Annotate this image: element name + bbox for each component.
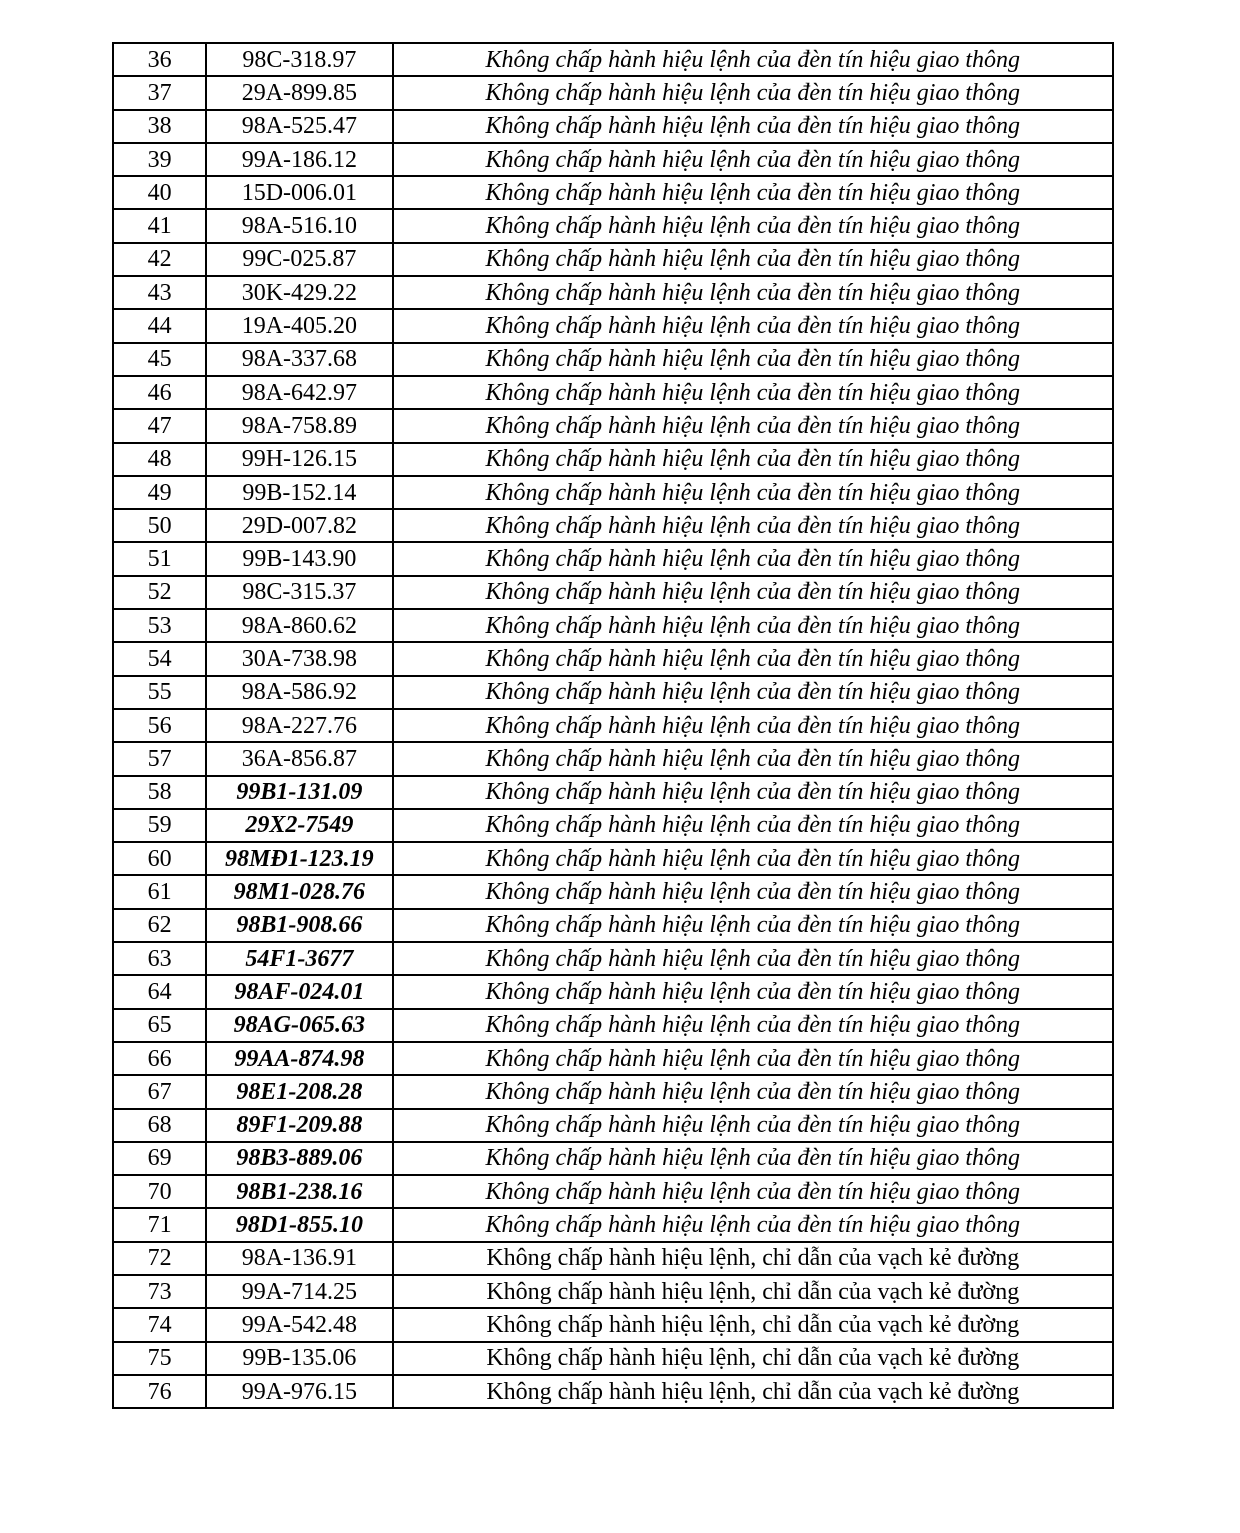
table-row [113,176,1113,209]
license-plate-cell: 36A-856.87 [206,742,392,775]
violation-cell: Không chấp hành hiệu lệnh của đèn tín hiệu giao thông [393,476,1113,509]
license-plate-cell: 99A-714.25 [206,1275,392,1308]
table-row [113,276,1113,309]
violation-cell: Không chấp hành hiệu lệnh, chỉ dẫn của vạch kẻ đường [393,1342,1113,1375]
violation-cell: Không chấp hành hiệu lệnh của đèn tín hiệu giao thông [393,1042,1113,1075]
table-row [113,43,1113,76]
row-number-cell: 51 [113,542,206,575]
table-row [113,1375,1113,1408]
license-plate-cell: 54F1-3677 [206,942,392,975]
row-number-cell: 44 [113,309,206,342]
license-plate-cell: 98MĐ1-123.19 [206,842,392,875]
table-row [113,609,1113,642]
license-plate-cell: 98B1-908.66 [206,909,392,942]
table-row [113,1109,1113,1142]
license-plate-cell: 15D-006.01 [206,176,392,209]
table-row [113,676,1113,709]
violation-cell: Không chấp hành hiệu lệnh của đèn tín hiệu giao thông [393,243,1113,276]
table-row [113,842,1113,875]
violation-cell: Không chấp hành hiệu lệnh của đèn tín hiệu giao thông [393,43,1113,76]
violation-cell: Không chấp hành hiệu lệnh, chỉ dẫn của vạch kẻ đường [393,1308,1113,1341]
row-number-cell: 46 [113,376,206,409]
violation-cell: Không chấp hành hiệu lệnh của đèn tín hiệu giao thông [393,576,1113,609]
license-plate-cell: 99B-152.14 [206,476,392,509]
row-number-cell: 76 [113,1375,206,1408]
violation-cell: Không chấp hành hiệu lệnh của đèn tín hiệu giao thông [393,609,1113,642]
license-plate-cell: 98B1-238.16 [206,1175,392,1208]
violation-cell: Không chấp hành hiệu lệnh của đèn tín hiệu giao thông [393,143,1113,176]
violation-cell: Không chấp hành hiệu lệnh của đèn tín hiệu giao thông [393,542,1113,575]
license-plate-cell: 29X2-7549 [206,809,392,842]
license-plate-cell: 99B1-131.09 [206,776,392,809]
license-plate-cell: 99A-186.12 [206,143,392,176]
row-number-cell: 49 [113,476,206,509]
table-row [113,1009,1113,1042]
table-row [113,1342,1113,1375]
table-row [113,509,1113,542]
license-plate-cell: 98A-525.47 [206,110,392,143]
license-plate-cell: 29D-007.82 [206,509,392,542]
violation-cell: Không chấp hành hiệu lệnh của đèn tín hiệu giao thông [393,409,1113,442]
violations-table [112,42,1114,1409]
table-row [113,1308,1113,1341]
violation-cell: Không chấp hành hiệu lệnh của đèn tín hiệu giao thông [393,709,1113,742]
table-row [113,76,1113,109]
table-row [113,1042,1113,1075]
row-number-cell: 50 [113,509,206,542]
license-plate-cell: 99C-025.87 [206,243,392,276]
table-row [113,476,1113,509]
row-number-cell: 38 [113,110,206,143]
license-plate-cell: 98A-758.89 [206,409,392,442]
violation-cell: Không chấp hành hiệu lệnh của đèn tín hiệu giao thông [393,742,1113,775]
table-row [113,309,1113,342]
row-number-cell: 42 [113,243,206,276]
table-row [113,376,1113,409]
row-number-cell: 54 [113,642,206,675]
table-row [113,909,1113,942]
license-plate-cell: 98D1-855.10 [206,1208,392,1241]
table-row [113,542,1113,575]
license-plate-cell: 99B-143.90 [206,542,392,575]
row-number-cell: 66 [113,1042,206,1075]
row-number-cell: 47 [113,409,206,442]
violation-cell: Không chấp hành hiệu lệnh của đèn tín hiệu giao thông [393,209,1113,242]
violations-table-body [113,43,1113,1408]
row-number-cell: 58 [113,776,206,809]
license-plate-cell: 98M1-028.76 [206,875,392,908]
table-row [113,209,1113,242]
violation-cell: Không chấp hành hiệu lệnh của đèn tín hiệu giao thông [393,875,1113,908]
row-number-cell: 56 [113,709,206,742]
violation-cell: Không chấp hành hiệu lệnh, chỉ dẫn của vạch kẻ đường [393,1275,1113,1308]
row-number-cell: 72 [113,1242,206,1275]
violation-cell: Không chấp hành hiệu lệnh của đèn tín hiệu giao thông [393,509,1113,542]
table-row [113,1242,1113,1275]
violation-cell: Không chấp hành hiệu lệnh của đèn tín hiệu giao thông [393,909,1113,942]
violation-cell: Không chấp hành hiệu lệnh của đèn tín hiệu giao thông [393,642,1113,675]
table-row [113,576,1113,609]
row-number-cell: 52 [113,576,206,609]
violation-cell: Không chấp hành hiệu lệnh của đèn tín hiệu giao thông [393,975,1113,1008]
license-plate-cell: 99AA-874.98 [206,1042,392,1075]
violation-cell: Không chấp hành hiệu lệnh của đèn tín hiệu giao thông [393,942,1113,975]
license-plate-cell: 98A-337.68 [206,343,392,376]
table-row [113,343,1113,376]
license-plate-cell: 99A-542.48 [206,1308,392,1341]
row-number-cell: 73 [113,1275,206,1308]
row-number-cell: 57 [113,742,206,775]
violation-cell: Không chấp hành hiệu lệnh của đèn tín hiệu giao thông [393,842,1113,875]
row-number-cell: 63 [113,942,206,975]
row-number-cell: 48 [113,443,206,476]
violation-cell: Không chấp hành hiệu lệnh của đèn tín hiệu giao thông [393,776,1113,809]
violation-cell: Không chấp hành hiệu lệnh, chỉ dẫn của vạch kẻ đường [393,1375,1113,1408]
table-row [113,875,1113,908]
license-plate-cell: 98C-315.37 [206,576,392,609]
table-row [113,443,1113,476]
row-number-cell: 67 [113,1075,206,1108]
violation-cell: Không chấp hành hiệu lệnh của đèn tín hiệu giao thông [393,676,1113,709]
violation-cell: Không chấp hành hiệu lệnh của đèn tín hiệu giao thông [393,343,1113,376]
row-number-cell: 45 [113,343,206,376]
license-plate-cell: 30A-738.98 [206,642,392,675]
row-number-cell: 41 [113,209,206,242]
violation-cell: Không chấp hành hiệu lệnh của đèn tín hiệu giao thông [393,110,1113,143]
row-number-cell: 70 [113,1175,206,1208]
row-number-cell: 61 [113,875,206,908]
violation-cell: Không chấp hành hiệu lệnh của đèn tín hiệu giao thông [393,309,1113,342]
table-row [113,742,1113,775]
violation-cell: Không chấp hành hiệu lệnh của đèn tín hiệu giao thông [393,1109,1113,1142]
table-row [113,1075,1113,1108]
license-plate-cell: 29A-899.85 [206,76,392,109]
row-number-cell: 71 [113,1208,206,1241]
license-plate-cell: 99A-976.15 [206,1375,392,1408]
row-number-cell: 59 [113,809,206,842]
license-plate-cell: 98A-642.97 [206,376,392,409]
violation-cell: Không chấp hành hiệu lệnh của đèn tín hiệu giao thông [393,1175,1113,1208]
violation-cell: Không chấp hành hiệu lệnh của đèn tín hiệu giao thông [393,809,1113,842]
row-number-cell: 43 [113,276,206,309]
table-row [113,776,1113,809]
license-plate-cell: 98A-136.91 [206,1242,392,1275]
table-row [113,975,1113,1008]
table-row [113,1208,1113,1241]
license-plate-cell: 99B-135.06 [206,1342,392,1375]
violation-cell: Không chấp hành hiệu lệnh của đèn tín hiệu giao thông [393,1075,1113,1108]
row-number-cell: 65 [113,1009,206,1042]
table-row [113,709,1113,742]
violation-cell: Không chấp hành hiệu lệnh của đèn tín hiệu giao thông [393,1142,1113,1175]
row-number-cell: 60 [113,842,206,875]
violation-cell: Không chấp hành hiệu lệnh của đèn tín hiệu giao thông [393,176,1113,209]
row-number-cell: 55 [113,676,206,709]
table-row [113,1275,1113,1308]
row-number-cell: 75 [113,1342,206,1375]
violation-cell: Không chấp hành hiệu lệnh, chỉ dẫn của vạch kẻ đường [393,1242,1113,1275]
row-number-cell: 40 [113,176,206,209]
table-row [113,409,1113,442]
table-row [113,642,1113,675]
license-plate-cell: 98A-516.10 [206,209,392,242]
license-plate-cell: 89F1-209.88 [206,1109,392,1142]
table-row [113,942,1113,975]
row-number-cell: 74 [113,1308,206,1341]
row-number-cell: 39 [113,143,206,176]
row-number-cell: 68 [113,1109,206,1142]
table-row [113,1175,1113,1208]
table-row [113,110,1113,143]
table-row [113,1142,1113,1175]
license-plate-cell: 98AG-065.63 [206,1009,392,1042]
row-number-cell: 64 [113,975,206,1008]
license-plate-cell: 30K-429.22 [206,276,392,309]
license-plate-cell: 98B3-889.06 [206,1142,392,1175]
table-row [113,243,1113,276]
license-plate-cell: 98AF-024.01 [206,975,392,1008]
license-plate-cell: 98A-227.76 [206,709,392,742]
license-plate-cell: 98A-860.62 [206,609,392,642]
violation-cell: Không chấp hành hiệu lệnh của đèn tín hiệu giao thông [393,376,1113,409]
license-plate-cell: 98E1-208.28 [206,1075,392,1108]
violation-cell: Không chấp hành hiệu lệnh của đèn tín hiệu giao thông [393,276,1113,309]
table-row [113,809,1113,842]
violation-cell: Không chấp hành hiệu lệnh của đèn tín hiệu giao thông [393,1009,1113,1042]
row-number-cell: 36 [113,43,206,76]
license-plate-cell: 99H-126.15 [206,443,392,476]
violation-cell: Không chấp hành hiệu lệnh của đèn tín hiệu giao thông [393,443,1113,476]
row-number-cell: 69 [113,1142,206,1175]
license-plate-cell: 98A-586.92 [206,676,392,709]
license-plate-cell: 98C-318.97 [206,43,392,76]
row-number-cell: 62 [113,909,206,942]
violation-cell: Không chấp hành hiệu lệnh của đèn tín hiệu giao thông [393,1208,1113,1241]
row-number-cell: 53 [113,609,206,642]
violation-cell: Không chấp hành hiệu lệnh của đèn tín hiệu giao thông [393,76,1113,109]
license-plate-cell: 19A-405.20 [206,309,392,342]
row-number-cell: 37 [113,76,206,109]
table-row [113,143,1113,176]
